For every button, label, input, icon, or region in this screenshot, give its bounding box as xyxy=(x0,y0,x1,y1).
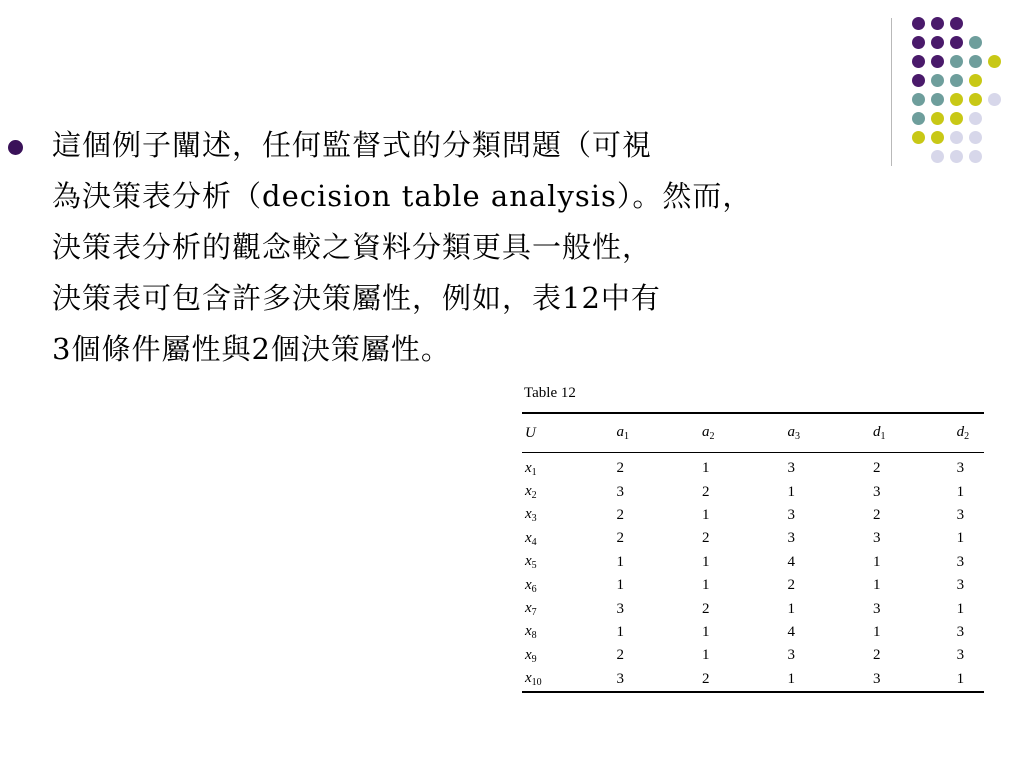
table-cell: 3 xyxy=(956,577,965,594)
row-label: x xyxy=(525,529,532,546)
table-header-cell xyxy=(785,413,871,453)
table-cell: 3 xyxy=(787,647,796,664)
row-label: x xyxy=(525,576,532,593)
decorative-dot xyxy=(950,55,963,68)
table-cell: 3 xyxy=(873,483,881,500)
decorative-dot xyxy=(969,112,982,125)
decorative-dot xyxy=(950,93,963,106)
table-cell: 1 xyxy=(701,623,710,640)
row-label: x xyxy=(525,506,532,523)
table-cell: 2 xyxy=(616,647,624,664)
decorative-dot xyxy=(912,17,925,30)
table-cell: 2 xyxy=(616,506,624,523)
table-cell: 3 xyxy=(616,670,624,687)
table-cell: 2 xyxy=(701,600,710,617)
table-row xyxy=(522,668,984,692)
decorative-dot xyxy=(950,17,963,30)
row-label-subscript: 8 xyxy=(531,630,537,642)
table-cell: 1 xyxy=(956,483,965,500)
table-cell: 4 xyxy=(787,623,796,640)
decorative-dot xyxy=(931,55,944,68)
paragraph-line-1: 這個例子闡述，任何監督式的分類問題（可視 xyxy=(52,128,653,162)
header-subscript: 2 xyxy=(709,431,715,442)
table-cell: 2 xyxy=(787,577,796,594)
decorative-dot xyxy=(912,74,925,87)
table-row xyxy=(522,480,984,503)
decorative-dot xyxy=(931,17,944,30)
table-cell: 1 xyxy=(956,530,965,547)
table-cell: 3 xyxy=(956,553,965,570)
row-label-cell xyxy=(522,480,613,503)
table-cell: 3 xyxy=(873,600,881,617)
table-row xyxy=(522,644,984,667)
decision-table-grid xyxy=(522,412,984,693)
table-cell: 1 xyxy=(616,553,624,570)
table-caption: Table 12 xyxy=(524,385,576,401)
row-label-cell xyxy=(522,644,613,667)
table-header-cell xyxy=(699,413,785,453)
row-label-subscript: 5 xyxy=(531,560,537,572)
table-header-row xyxy=(522,413,984,453)
table-cell: 3 xyxy=(956,647,965,664)
row-label: x xyxy=(525,646,532,663)
table-cell: 2 xyxy=(701,670,710,687)
table-cell: 4 xyxy=(787,553,796,570)
table-cell: 3 xyxy=(956,623,965,640)
decorative-dot xyxy=(969,93,982,106)
decorative-dot xyxy=(969,150,982,163)
table-row xyxy=(522,597,984,620)
header-symbol: d xyxy=(956,424,965,440)
row-label: x xyxy=(525,623,532,640)
decorative-dot xyxy=(969,36,982,49)
row-label-subscript: 6 xyxy=(531,583,537,595)
decorative-dot xyxy=(931,74,944,87)
decorative-dot xyxy=(969,74,982,87)
header-symbol: a xyxy=(701,424,710,440)
table-cell: 2 xyxy=(873,506,881,523)
table-cell: 1 xyxy=(701,647,710,664)
row-label-subscript: 9 xyxy=(531,653,537,665)
table-row xyxy=(522,574,984,597)
table-cell: 2 xyxy=(701,530,710,547)
row-label-cell xyxy=(522,551,613,574)
table-cell: 3 xyxy=(956,506,965,523)
table-cell: 3 xyxy=(787,530,796,547)
paragraph-line-4: 決策表可包含許多決策屬性，例如，表12中有 xyxy=(52,281,661,315)
decorative-dot xyxy=(931,36,944,49)
table-cell: 3 xyxy=(616,483,624,500)
decorative-dot xyxy=(912,93,925,106)
row-label-cell xyxy=(522,668,613,692)
table-cell: 3 xyxy=(956,460,965,477)
table-cell: 1 xyxy=(787,600,796,617)
table-cell: 1 xyxy=(701,577,710,594)
row-label-cell xyxy=(522,504,613,527)
header-symbol: a xyxy=(616,424,624,440)
row-label-cell xyxy=(522,597,613,620)
table-cell: 1 xyxy=(701,553,710,570)
header-symbol: d xyxy=(873,424,881,440)
row-label-subscript: 7 xyxy=(531,607,537,619)
row-label-cell xyxy=(522,574,613,597)
decorative-dot xyxy=(988,55,1001,68)
row-label-cell xyxy=(522,621,613,644)
table-cell: 1 xyxy=(787,483,796,500)
table-row xyxy=(522,527,984,550)
table-cell: 1 xyxy=(787,670,796,687)
table-cell: 1 xyxy=(873,577,881,594)
decorative-dot xyxy=(950,74,963,87)
table-cell: 3 xyxy=(787,460,796,477)
table-cell: 1 xyxy=(956,670,965,687)
decorative-dot xyxy=(912,36,925,49)
paragraph-line-3: 決策表分析的觀念較之資料分類更具一般性， xyxy=(52,230,653,264)
table-header-cell xyxy=(613,413,699,453)
table-header-cell xyxy=(954,413,984,453)
table-cell: 2 xyxy=(873,460,881,477)
header-subscript: 3 xyxy=(795,431,801,442)
table-cell: 1 xyxy=(873,623,881,640)
row-label: x xyxy=(525,600,532,617)
row-label: x xyxy=(525,483,532,500)
header-symbol: U xyxy=(525,424,536,441)
table-cell: 1 xyxy=(616,623,624,640)
table-cell: 1 xyxy=(873,553,881,570)
table-row xyxy=(522,453,984,481)
bullet-icon xyxy=(8,140,23,155)
table-header-cell xyxy=(522,413,613,453)
table-cell: 2 xyxy=(701,483,710,500)
table-cell: 3 xyxy=(873,530,881,547)
table-header-cell xyxy=(870,413,954,453)
decorative-dot xyxy=(931,93,944,106)
table-cell: 3 xyxy=(873,670,881,687)
header-subscript: 1 xyxy=(623,431,629,442)
decorative-dot xyxy=(969,55,982,68)
table-cell: 1 xyxy=(701,506,710,523)
row-label-subscript: 1 xyxy=(531,466,537,478)
header-subscript: 2 xyxy=(964,431,970,442)
row-label-subscript: 4 xyxy=(531,536,537,548)
table-cell: 1 xyxy=(616,577,624,594)
table-cell: 3 xyxy=(787,506,796,523)
decision-table xyxy=(522,383,984,693)
table-cell: 2 xyxy=(616,460,624,477)
decorative-dot xyxy=(912,55,925,68)
decorative-dot xyxy=(988,93,1001,106)
row-label: x xyxy=(525,670,532,687)
row-label-cell xyxy=(522,453,613,481)
table-cell: 2 xyxy=(616,530,624,547)
table-row xyxy=(522,551,984,574)
paragraph-line-2: 為決策表分析（decision table analysis）。然而， xyxy=(52,179,753,213)
row-label-subscript: 10 xyxy=(531,677,542,689)
decorative-dot xyxy=(969,131,982,144)
table-cell: 1 xyxy=(956,600,965,617)
header-subscript: 1 xyxy=(880,431,886,442)
paragraph-line-5: 3個條件屬性與2個決策屬性。 xyxy=(52,332,451,366)
row-label-subscript: 2 xyxy=(531,490,537,502)
row-label: x xyxy=(525,553,532,570)
table-cell: 3 xyxy=(616,600,624,617)
row-label-subscript: 3 xyxy=(531,513,537,525)
decorative-dot xyxy=(950,36,963,49)
table-row xyxy=(522,504,984,527)
table-row xyxy=(522,621,984,644)
table-body xyxy=(522,453,984,692)
row-label-cell xyxy=(522,527,613,550)
table-cell: 2 xyxy=(873,647,881,664)
header-symbol: a xyxy=(787,424,796,440)
table-cell: 1 xyxy=(701,460,710,477)
bullet-paragraph xyxy=(52,120,952,375)
row-label: x xyxy=(525,459,532,476)
